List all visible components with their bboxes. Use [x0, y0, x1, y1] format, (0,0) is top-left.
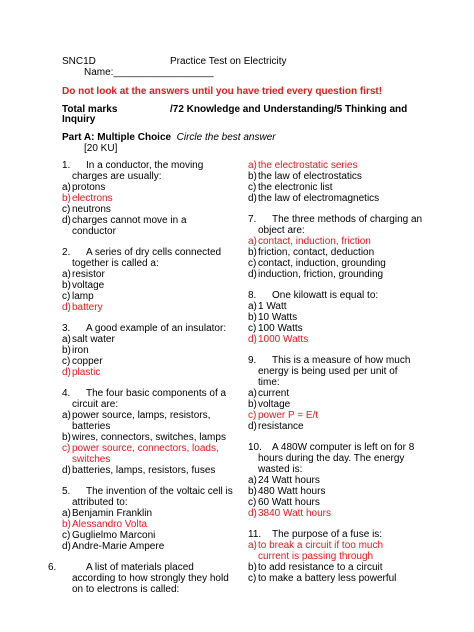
item-text: power P = E/t: [258, 410, 319, 421]
answer-option: [248, 312, 297, 323]
item-text: resistance: [258, 421, 304, 432]
item-text: A good example of an insulator:: [86, 323, 227, 334]
text-line: [62, 258, 159, 269]
item-label: 7.: [248, 214, 257, 225]
part-a-instruction: Circle the best answer: [176, 132, 276, 143]
item-text: power source, connectors, loads,: [72, 443, 219, 454]
text-line: [62, 399, 118, 410]
answer-option: [248, 323, 303, 334]
answer-option: [62, 291, 94, 302]
item-text: 10 Watts: [258, 312, 298, 323]
item-text: A list of materials placed: [86, 562, 194, 573]
text-line: [248, 366, 398, 377]
item-text: 100 Watts: [258, 323, 303, 334]
answer-option: [248, 562, 383, 573]
item-text: The purpose of a fuse is:: [272, 529, 383, 540]
answer-option: [248, 410, 318, 421]
answer-option: [248, 497, 320, 508]
answer-option: [62, 530, 155, 541]
question-line: [248, 355, 410, 366]
answer-option: [62, 410, 210, 421]
answer-option: [62, 367, 100, 378]
marks-breakdown: /72 Knowledge and Understanding/5 Thinking and: [170, 104, 408, 115]
text-line: [62, 573, 229, 584]
part-a-heading: [62, 132, 276, 143]
item-text: A series of dry cells connected: [86, 247, 222, 258]
name-field: Name:__________________: [84, 67, 214, 78]
answer-option: [62, 334, 115, 345]
item-label: c): [248, 258, 257, 269]
item-label: 10.: [248, 442, 262, 453]
item-text: lamp: [72, 291, 94, 302]
text-line: [248, 464, 302, 475]
answer-option: [248, 508, 331, 519]
item-label: d): [248, 508, 257, 519]
item-label: b): [248, 486, 257, 497]
item-text: 3840 Watt hours: [258, 508, 332, 519]
item-text: attributed to:: [72, 497, 128, 508]
item-text: current: [258, 388, 290, 399]
answer-option: [248, 236, 371, 247]
item-text: neutrons: [72, 204, 111, 215]
item-label: a): [62, 334, 71, 345]
answer-option: [248, 171, 362, 182]
item-text: conductor: [72, 226, 116, 237]
item-text: to break a circuit if too much: [258, 540, 384, 551]
item-text: the electronic list: [258, 182, 333, 193]
item-label: a): [248, 236, 257, 247]
item-text: Alessandro Volta: [72, 519, 148, 530]
item-label: c): [62, 291, 71, 302]
answer-option: [248, 540, 383, 551]
item-text: together is called a:: [72, 258, 159, 269]
item-label: c): [62, 443, 71, 454]
question-line: [248, 442, 414, 453]
item-label: d): [248, 193, 257, 204]
item-label: b): [248, 312, 257, 323]
item-text: wires, connectors, switches, lamps: [72, 432, 226, 443]
item-label: 11.: [248, 529, 262, 540]
item-text: wasted is:: [258, 464, 303, 475]
question-line: [62, 160, 203, 171]
item-text: The invention of the voltaic cell is: [86, 486, 233, 497]
item-label: d): [248, 421, 257, 432]
item-label: a): [248, 475, 257, 486]
item-text: batteries, lamps, resistors, fuses: [72, 465, 216, 476]
question-line: [62, 323, 226, 334]
item-text: on to electrons is called:: [72, 584, 180, 595]
item-label: b): [62, 432, 71, 443]
answer-option: [248, 193, 379, 204]
answer-option: [248, 399, 290, 410]
answer-option: [62, 269, 105, 280]
item-text: voltage: [258, 399, 291, 410]
text-line: [248, 453, 404, 464]
item-label: c): [62, 530, 71, 541]
answer-option: [62, 356, 103, 367]
item-text: power source, lamps, resistors,: [72, 410, 211, 421]
answer-option: [62, 302, 103, 313]
item-label: d): [62, 215, 71, 226]
item-label: c): [62, 356, 71, 367]
item-label: a): [248, 301, 257, 312]
answer-option: [62, 215, 187, 226]
item-label: c): [248, 323, 257, 334]
item-text: charges are usually:: [72, 171, 162, 182]
item-text: 480 Watt hours: [258, 486, 326, 497]
item-label: b): [248, 562, 257, 573]
course-code: SNC1D: [62, 56, 96, 67]
item-label: a): [248, 540, 257, 551]
answer-option: [62, 182, 105, 193]
item-text: circuit are:: [72, 399, 119, 410]
item-label: a): [62, 182, 71, 193]
item-text: The three methods of charging an: [272, 214, 423, 225]
item-text: switches: [72, 454, 111, 465]
item-label: 9.: [248, 355, 257, 366]
item-text: 24 Watt hours: [258, 475, 320, 486]
item-text: protons: [72, 182, 106, 193]
item-text: iron: [72, 345, 89, 356]
answer-option: [62, 280, 104, 291]
item-label: a): [62, 410, 71, 421]
answer-option: [62, 465, 215, 476]
question-line: [248, 214, 422, 225]
answer-option: [62, 541, 164, 552]
item-label: c): [248, 182, 257, 193]
answer-option: [62, 443, 219, 454]
answer-option: [248, 421, 304, 432]
item-text: The four basic components of a: [86, 388, 227, 399]
item-text: A 480W computer is left on for 8: [272, 442, 415, 453]
item-text: the law of electromagnetics: [258, 193, 380, 204]
item-label: b): [248, 247, 257, 258]
item-label: 3.: [62, 323, 71, 334]
item-label: b): [62, 345, 71, 356]
item-label: b): [248, 399, 257, 410]
answer-option: [248, 269, 383, 280]
item-text: charges cannot move in a: [72, 215, 187, 226]
item-text: 1 Watt: [258, 301, 287, 312]
answer-option: [62, 508, 152, 519]
item-text: In a conductor, the moving: [86, 160, 204, 171]
item-label: a): [248, 388, 257, 399]
item-text: according to how strongly they hold: [72, 573, 229, 584]
item-text: battery: [72, 302, 103, 313]
answer-option: [62, 204, 111, 215]
item-label: c): [248, 497, 257, 508]
text-line: [62, 584, 179, 595]
part-a-title: Part A: Multiple Choice: [62, 132, 172, 143]
answer-option: [62, 519, 147, 530]
question-line: [62, 486, 233, 497]
answer-option: [248, 247, 374, 258]
item-text: resistor: [72, 269, 105, 280]
item-label: 6.: [48, 562, 57, 573]
item-text: the electrostatic series: [258, 160, 358, 171]
item-text: copper: [72, 356, 103, 367]
item-label: d): [62, 367, 71, 378]
answer-option: [62, 345, 89, 356]
answer-option: [248, 573, 396, 584]
item-text: current is passing through: [258, 551, 374, 562]
text-line: [62, 421, 110, 432]
item-text: Benjamin Franklin: [72, 508, 153, 519]
item-text: hours during the day. The energy: [258, 453, 405, 464]
item-label: d): [248, 334, 257, 345]
item-text: time:: [258, 377, 280, 388]
answer-option: [248, 160, 358, 171]
item-label: 8.: [248, 290, 257, 301]
answer-option: [248, 258, 386, 269]
warning-text: Do not look at the answers until you have tried every question first!: [62, 86, 383, 97]
item-label: a): [62, 508, 71, 519]
answer-option: [248, 334, 308, 345]
total-marks-label: Total marks: [62, 104, 118, 115]
text-line: [62, 497, 128, 508]
item-label: b): [62, 280, 71, 291]
answer-option: [248, 182, 332, 193]
item-text: contact, induction, grounding: [258, 258, 386, 269]
item-text: electrons: [72, 193, 113, 204]
question-line: [62, 388, 226, 399]
item-text: friction, contact, deduction: [258, 247, 375, 258]
item-label: c): [248, 410, 257, 421]
answer-option: [248, 486, 325, 497]
item-text: This is a measure of how much: [272, 355, 411, 366]
question-line: [62, 247, 221, 258]
item-label: b): [62, 519, 71, 530]
answer-option: [62, 193, 113, 204]
item-text: object are:: [258, 225, 305, 236]
item-text: induction, friction, grounding: [258, 269, 384, 280]
inquiry-label: Inquiry: [62, 114, 96, 125]
question-line: [248, 529, 382, 540]
item-label: 1.: [62, 160, 71, 171]
item-label: c): [248, 573, 257, 584]
item-label: a): [248, 160, 257, 171]
item-label: 4.: [62, 388, 71, 399]
answer-option: [62, 432, 226, 443]
text-line: [248, 551, 373, 562]
text-line: [62, 171, 162, 182]
item-label: c): [62, 204, 71, 215]
item-text: 1000 Watts: [258, 334, 309, 345]
text-line: [248, 377, 280, 388]
item-text: to add resistance to a circuit: [258, 562, 383, 573]
item-text: energy is being used per unit of: [258, 366, 398, 377]
item-label: d): [62, 465, 71, 476]
item-text: the law of electrostatics: [258, 171, 362, 182]
item-label: 2.: [62, 247, 71, 258]
question-line: [248, 290, 378, 301]
text-line: [248, 225, 305, 236]
item-text: Andre-Marie Ampere: [72, 541, 165, 552]
test-title: Practice Test on Electricity: [170, 56, 287, 67]
item-text: batteries: [72, 421, 111, 432]
answer-option: [248, 388, 289, 399]
answer-option: [248, 301, 287, 312]
item-text: salt water: [72, 334, 115, 345]
item-label: d): [62, 302, 71, 313]
item-label: 5.: [62, 486, 71, 497]
part-a-points: [20 KU]: [84, 143, 118, 154]
item-label: d): [62, 541, 71, 552]
item-text: Guglielmo Marconi: [72, 530, 156, 541]
text-line: [62, 226, 116, 237]
answer-option: [248, 475, 320, 486]
item-text: contact, induction, friction: [258, 236, 371, 247]
item-label: d): [248, 269, 257, 280]
item-text: voltage: [72, 280, 105, 291]
item-label: b): [248, 171, 257, 182]
item-text: 60 Watt hours: [258, 497, 320, 508]
text-line: [62, 454, 110, 465]
item-label: a): [62, 269, 71, 280]
item-text: plastic: [72, 367, 101, 378]
item-text: to make a battery less powerful: [258, 573, 397, 584]
item-label: b): [62, 193, 71, 204]
item-text: One kilowatt is equal to:: [272, 290, 379, 301]
question-line: [48, 562, 194, 573]
